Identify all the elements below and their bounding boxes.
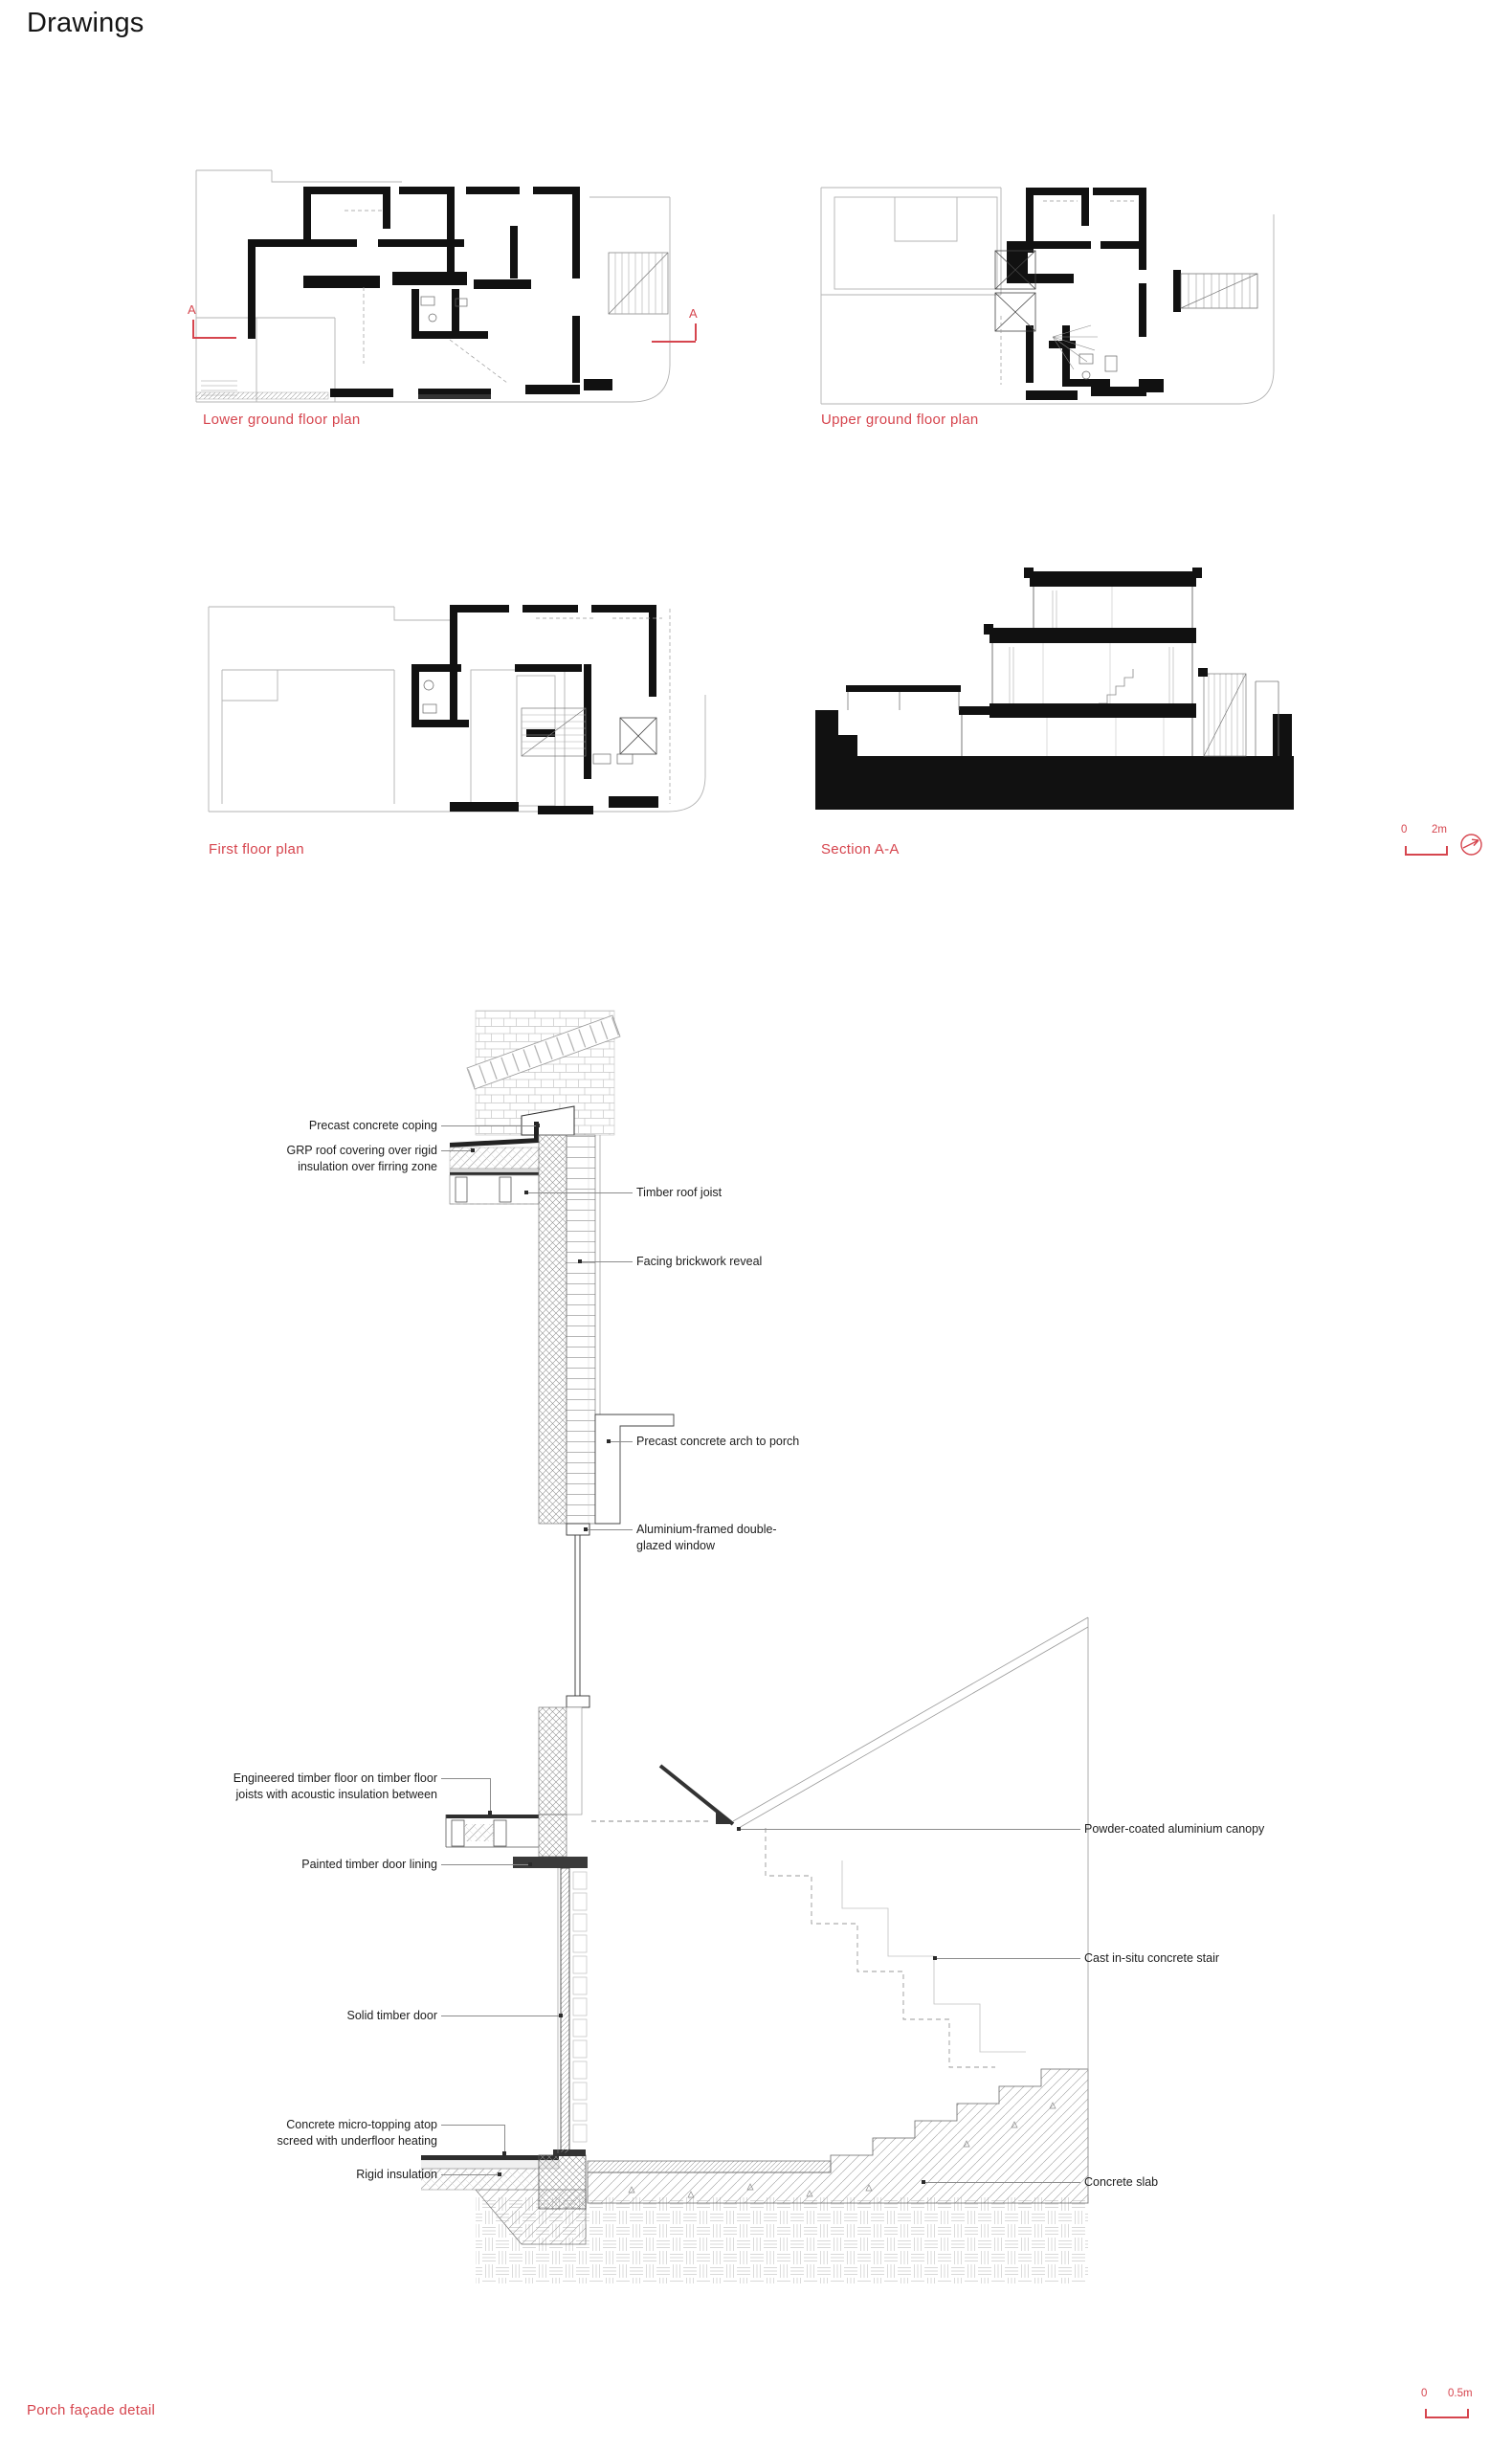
leader-lining [441,1864,528,1865]
leader-slab [925,2182,1080,2183]
lower-ground-floor-plan-drawing [182,161,732,414]
leader-topping-h [441,2125,504,2126]
label-canopy: Powder-coated aluminium canopy [1084,1822,1265,1836]
leader-stair-dot [933,1956,937,1960]
leader-window-dot [584,1527,588,1531]
first-floor-plan-drawing [196,593,732,833]
leader-floor-h [441,1778,490,1779]
plans-scale-zero: 0 [1401,824,1408,835]
section-line-left [192,320,194,337]
leader-topping-dot [502,2151,506,2155]
caption-porch-detail: Porch façade detail [27,2402,156,2418]
leader-canopy [741,1829,1080,1830]
label-concrete-stair: Cast in-situ concrete stair [1084,1951,1220,1965]
label-rigid-insulation: Rigid insulation [356,2168,437,2181]
roof-joist [456,1177,467,1202]
leader-joist [528,1192,633,1193]
leader-joist-dot [524,1191,528,1194]
label-solid-door: Solid timber door [346,2009,437,2022]
canopy-profile [660,1766,733,1824]
micro-topping [421,2155,559,2160]
section-marker-a-left: A [188,302,196,317]
leader-floor-v [490,1778,491,1812]
caption-section: Section A-A [821,841,900,858]
label-timber-roof-joist: Timber roof joist [636,1186,723,1199]
leader-window [588,1529,633,1530]
label-engineered-floor: Engineered timber floor on timber floor joists with acoustic insulation between [233,1771,437,1801]
label-micro-topping: Concrete micro-topping atop screed with underfloor heating [277,2118,437,2148]
plans-scale-bar [1405,854,1448,856]
rigid-insulation-layer [421,2169,539,2190]
leader-reveal-dot [578,1259,582,1263]
porch-pier-bricks [573,1872,587,2142]
label-precast-arch: Precast concrete arch to porch [636,1435,800,1448]
caption-first-floor: First floor plan [209,841,304,858]
leader-lining-dot [528,1862,532,1866]
north-arrow-icon [1457,831,1486,859]
section-line-left-h [192,337,236,339]
section-marker-a-right: A [689,306,698,321]
label-grp-roof: GRP roof covering over rigid insulation over firring zone [286,1144,437,1173]
detail-scale-bar [1425,2417,1469,2418]
plans-scale-tick-left [1405,846,1407,855]
leader-insulation [441,2174,498,2175]
leader-topping-v [504,2125,505,2151]
upper-ground-floor-plan-drawing [809,172,1287,416]
caption-upper-ground: Upper ground floor plan [821,412,979,428]
leader-grp [441,1150,473,1151]
window-cill-frame [567,1696,589,1707]
timber-floor [446,1815,539,1818]
caption-lower-ground: Lower ground floor plan [203,412,361,428]
leader-door-dot [559,2014,563,2017]
section-a-a-drawing [809,560,1316,818]
grp-membrane [450,1138,539,1147]
section-line-right [695,323,697,341]
detail-scale-tick-right [1467,2409,1469,2417]
leader-slab-dot [922,2180,925,2184]
door-lining-profile [513,1857,588,1868]
leader-reveal [582,1261,633,1262]
leader-insulation-dot [498,2172,501,2176]
detail-scale-zero: 0 [1421,2388,1428,2399]
label-window: Aluminium-framed double-glazed window [636,1523,777,1552]
leader-coping-dot [536,1124,540,1127]
door-leaf [561,1868,569,2153]
stair-dashed-outline [766,1828,995,2067]
detail-scale-tick-left [1425,2409,1427,2417]
leader-grp-dot [471,1148,475,1152]
porch-facade-detail-drawing [421,995,1101,2306]
label-precast-coping: Precast concrete coping [308,1119,437,1132]
page-title: Drawings [27,8,145,38]
leader-coping [441,1125,538,1126]
plans-scale-tick-right [1446,846,1448,855]
leader-arch-dot [607,1439,611,1443]
leader-arch [611,1441,633,1442]
plans-scale-end: 2m [1432,824,1447,835]
label-concrete-slab: Concrete slab [1084,2175,1159,2189]
leader-stair [937,1958,1080,1959]
label-brickwork-reveal: Facing brickwork reveal [636,1255,763,1268]
label-door-lining: Painted timber door lining [301,1858,437,1871]
section-line-right-h [652,341,696,343]
concrete-slab-and-stair [588,2069,1088,2203]
precast-arch-profile [595,1414,674,1524]
detail-scale-end: 0.5m [1448,2388,1473,2399]
leader-floor-dot [488,1811,492,1815]
leader-canopy-dot [737,1827,741,1831]
